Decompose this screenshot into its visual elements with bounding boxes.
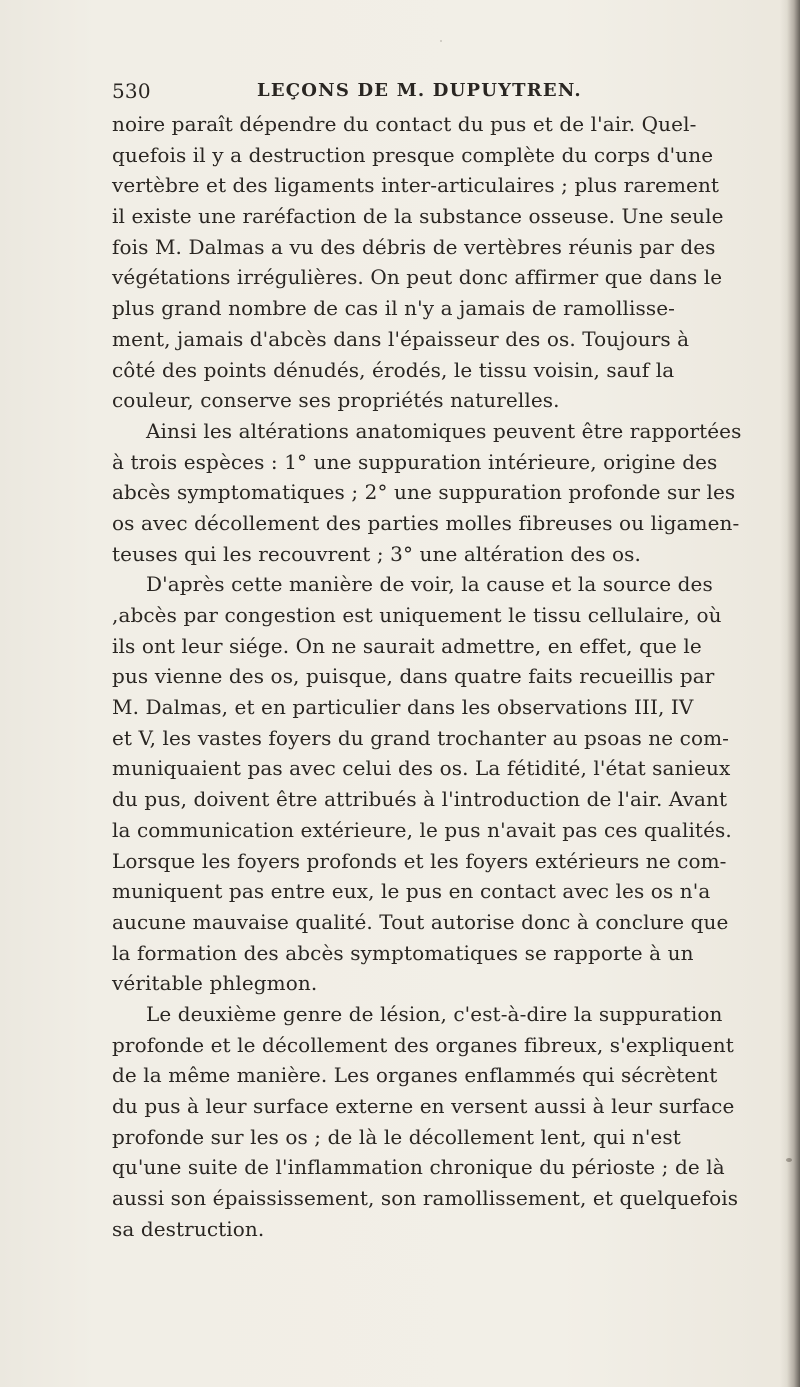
text-line: fois M. Dalmas a vu des débris de vertèbres réunis par des xyxy=(112,234,716,259)
text-line: teuses qui les recouvrent ; 3° une altération des os. xyxy=(112,541,642,566)
text-line: Le deuxième genre de lésion, c'est-à-dire la suppuration xyxy=(146,1001,723,1026)
text-line: profonde et le décollement des organes fibreux, s'expliquent xyxy=(112,1032,734,1057)
text-line: aucune mauvaise qualité. Tout autorise donc à conclure que xyxy=(112,909,729,934)
text-line: D'après cette manière de voir, la cause et la source des xyxy=(146,572,713,597)
text-line: et V, les vastes foyers du grand trochanter au psoas ne com- xyxy=(112,725,730,750)
text-line: abcès symptomatiques ; 2° une suppuration profonde sur les xyxy=(112,480,736,505)
page-number: 530 xyxy=(112,79,151,103)
text-line: profonde sur les os ; de là le décollement lent, qui n'est xyxy=(112,1124,681,1149)
text-line: plus grand nombre de cas il n'y a jamais de ramollisse- xyxy=(112,296,676,321)
text-line: pus vienne des os, puisque, dans quatre faits recueillis par xyxy=(112,664,715,689)
text-line: il existe une raréfaction de la substance osseuse. Une seule xyxy=(112,204,724,229)
text-line: ,abcès par congestion est uniquement le tissu cellulaire, où xyxy=(112,603,722,627)
text-line: ils ont leur siége. On ne saurait admettre, en effet, que le xyxy=(112,633,702,658)
text-line: noire paraît dépendre du contact du pus et de l'air. Quel- xyxy=(112,112,697,136)
body-text xyxy=(112,109,742,1244)
text-line: vertèbre et des ligaments inter-articulaires ; plus rarement xyxy=(112,173,720,198)
text-line: véritable phlegmon. xyxy=(112,971,318,996)
text-line: côté des points dénudés, érodés, le tissu voisin, sauf la xyxy=(112,357,675,382)
text-line: ment, jamais d'abcès dans l'épaisseur des os. Toujours à xyxy=(112,326,690,351)
page-header xyxy=(112,76,722,106)
text-line: muniquaient pas avec celui des os. La fétidité, l'état sanieux xyxy=(112,756,731,781)
text-line: végétations irrégulières. On peut donc affirmer que dans le xyxy=(112,265,723,290)
text-line: la communication extérieure, le pus n'avait pas ces qualités. xyxy=(112,817,732,842)
text-line: sa destruction. xyxy=(112,1216,265,1241)
text-line: à trois espèces : 1° une suppuration intérieure, origine des xyxy=(112,449,718,474)
text-line: muniquent pas entre eux, le pus en contact avec les os n'a xyxy=(112,879,711,904)
text-line: Ainsi les altérations anatomiques peuvent être rapportées xyxy=(146,418,742,443)
text-line: M. Dalmas, et en particulier dans les observations III, IV xyxy=(112,695,694,720)
text-line: du pus, doivent être attribués à l'introduction de l'air. Avant xyxy=(112,787,728,812)
text-line: os avec décollement des parties molles fibreuses ou ligamen- xyxy=(112,510,740,535)
page-edge-shadow xyxy=(780,0,800,1387)
text-line: du pus à leur surface externe en versent aussi à leur surface xyxy=(112,1094,735,1118)
running-head: LEÇONS DE M. DUPUYTREN. xyxy=(257,80,582,101)
text-line: la formation des abcès symptomatiques se rapporte à un xyxy=(112,940,694,965)
text-line: qu'une suite de l'inflammation chronique du périoste ; de là xyxy=(112,1155,725,1180)
text-line: Lorsque les foyers profonds et les foyers extérieurs ne com- xyxy=(112,848,727,873)
paper-speck xyxy=(440,40,442,42)
text-line: aussi son épaississement, son ramollissement, et quelquefois xyxy=(112,1186,739,1211)
text-line: couleur, conserve ses propriétés naturelles. xyxy=(112,388,560,413)
text-line: de la même manière. Les organes enflammés qui sécrètent xyxy=(112,1063,718,1088)
text-line: quefois il y a destruction presque complète du corps d'une xyxy=(112,142,714,167)
